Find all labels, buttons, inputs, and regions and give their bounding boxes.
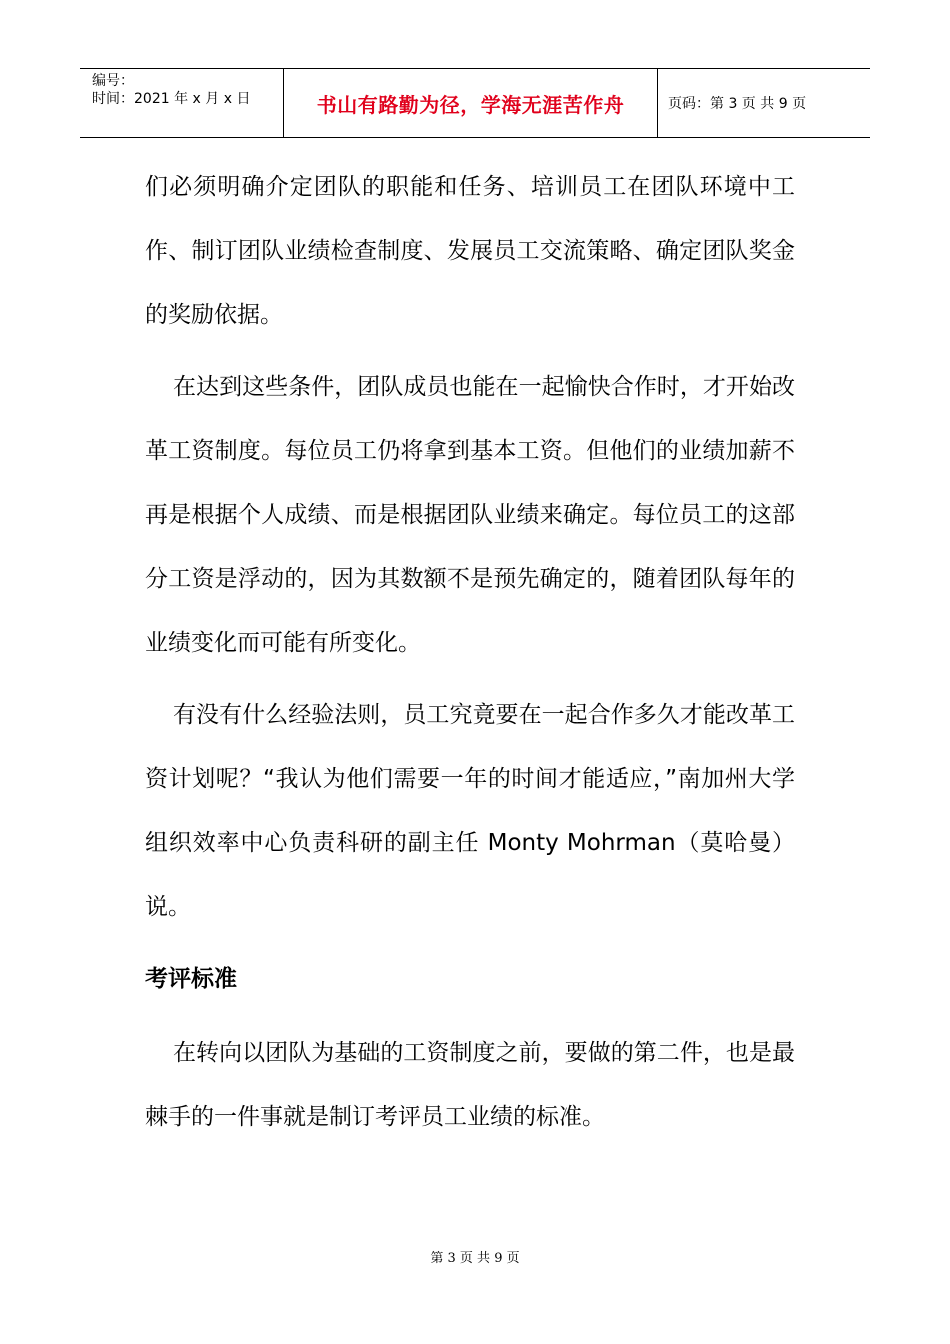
body-paragraph: 在达到这些条件，团队成员也能在一起愉快合作时，才开始改革工资制度。每位员工仍将拿到基本工资。但他们的业绩加薪不再是根据个人成绩、而是根据团队业绩来确定。每位员工的这部分工资是浮动的，因为其数额不是预先确定的，随着团队每年的业绩变化而可能有所变化。 [145,374,795,656]
document-header [80,68,870,138]
body-paragraph: 有没有什么经验法则，员工究竟要在一起合作多久才能改革工资计划呢？“我认为他们需要一年的时间才能适应，”南加州大学组织效率中心负责科研的副主任 Monty Mohrman（莫哈曼）说。 [145,702,795,920]
header-meta-cell [80,69,284,137]
body-paragraph: 们必须明确介定团队的职能和任务、培训员工在团队环境中工作、制订团队业绩检查制度、发展员工交流策略、确定团队奖金的奖励依据。 [145,174,795,328]
body-paragraph: 在转向以团队为基础的工资制度之前，要做的第二件，也是最棘手的一件事就是制订考评员工业绩的标准。 [145,1040,795,1130]
document-number-label: 编号： [92,73,134,89]
header-page-info: 页码：第 3 页 共 9 页 [668,96,807,112]
section-heading: 考评标准 [145,966,237,992]
header-motto: 书山有路勤为径，学海无涯苦作舟 [316,92,625,117]
document-body [145,155,795,1157]
header-page-cell [658,69,870,137]
header-motto-cell [284,69,658,137]
document-date: 时间：2021 年 x 月 x 日 [92,91,251,107]
page-footer: 第 3 页 共 9 页 [430,1251,520,1266]
